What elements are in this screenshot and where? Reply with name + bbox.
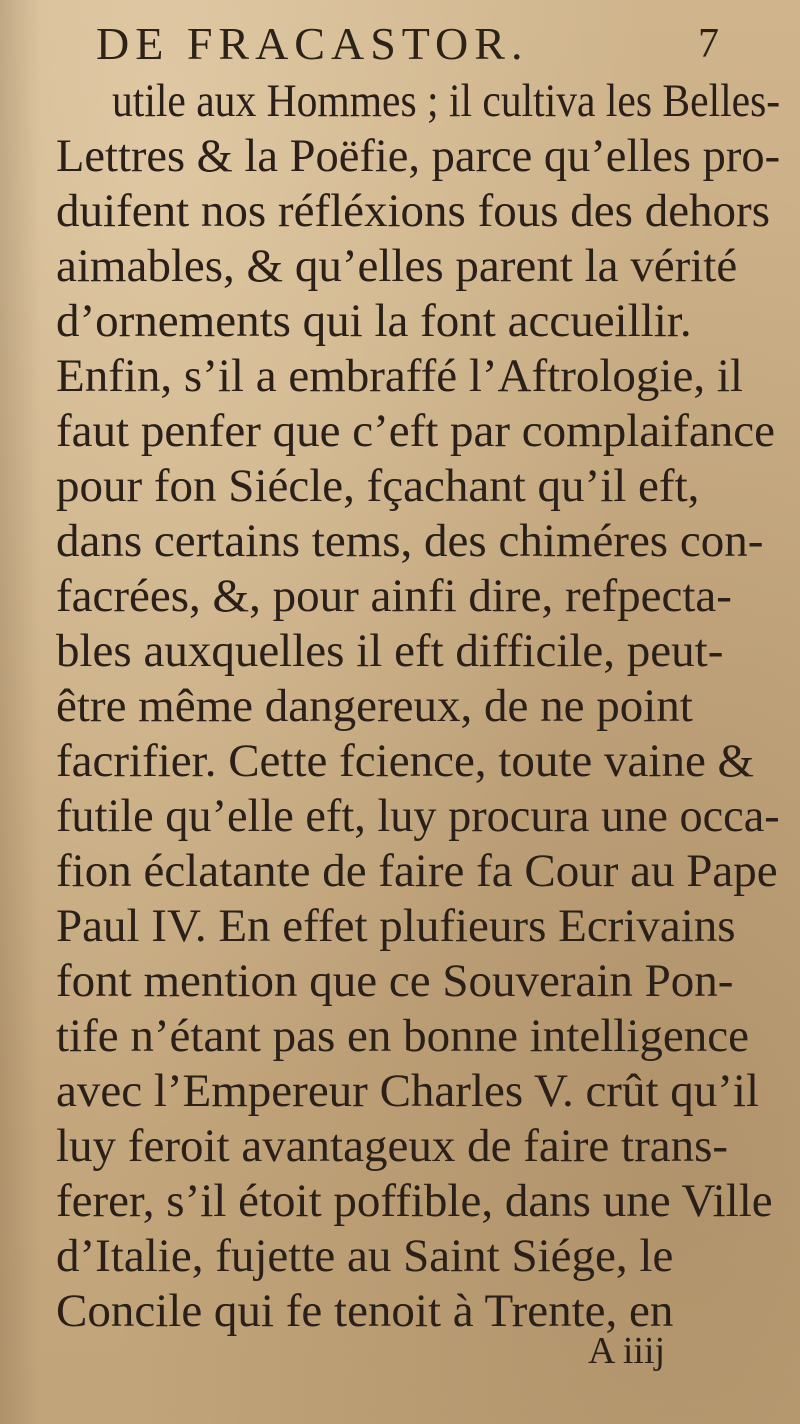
text-line: d’ornements qui la font accueillir. (56, 295, 692, 347)
text-line: utile aux Hommes ; il cultiva les Belles- (112, 75, 781, 127)
text-line: faut penfer que c’eft par complaifance (56, 405, 775, 457)
text-line: Enfin, s’il a embraffé l’Aftrologie, il (56, 350, 743, 402)
running-head: DE FRACASTOR. (96, 18, 529, 69)
text-line: facrées, &, pour ainfi dire, refpecta- (56, 570, 732, 622)
text-line: Paul IV. En effet plufieurs Ecrivains (56, 900, 736, 952)
page-header (0, 14, 800, 74)
text-line: fion éclatante de faire fa Cour au Pape (56, 845, 778, 897)
page-gutter-shadow (0, 0, 40, 1424)
text-line: futile qu’elle eft, luy procura une occa- (56, 790, 780, 842)
text-line: facrifier. Cette fcience, toute vaine & (56, 735, 755, 787)
page-number: 7 (698, 21, 719, 67)
text-line: Concile qui fe tenoit à Trente, en (56, 1285, 674, 1337)
text-line: dans certains tems, des chiméres con- (56, 515, 764, 567)
text-line: pour fon Siécle, fçachant qu’il eft, (56, 460, 700, 512)
text-line: être même dangereux, de ne point (56, 680, 693, 732)
text-line: duifent nos réfléxions fous des dehors (56, 185, 770, 237)
signature-mark: A iiij (588, 1330, 666, 1372)
text-line: d’Italie, fujette au Saint Siége, le (56, 1230, 674, 1282)
text-line: ferer, s’il étoit poffible, dans une Ville (56, 1175, 773, 1227)
text-line: luy feroit avantageux de faire trans- (56, 1120, 729, 1172)
text-line: avec l’Empereur Charles V. crût qu’il (56, 1065, 760, 1117)
text-line: Lettres & la Poëfie, parce qu’elles pro- (56, 130, 781, 182)
text-line: aimables, & qu’elles parent la vérité (56, 240, 738, 292)
text-line: tife n’étant pas en bonne intelligence (56, 1010, 749, 1062)
text-line: bles auxquelles il eft difficile, peut- (56, 625, 724, 677)
text-line: font mention que ce Souverain Pon- (56, 955, 734, 1007)
